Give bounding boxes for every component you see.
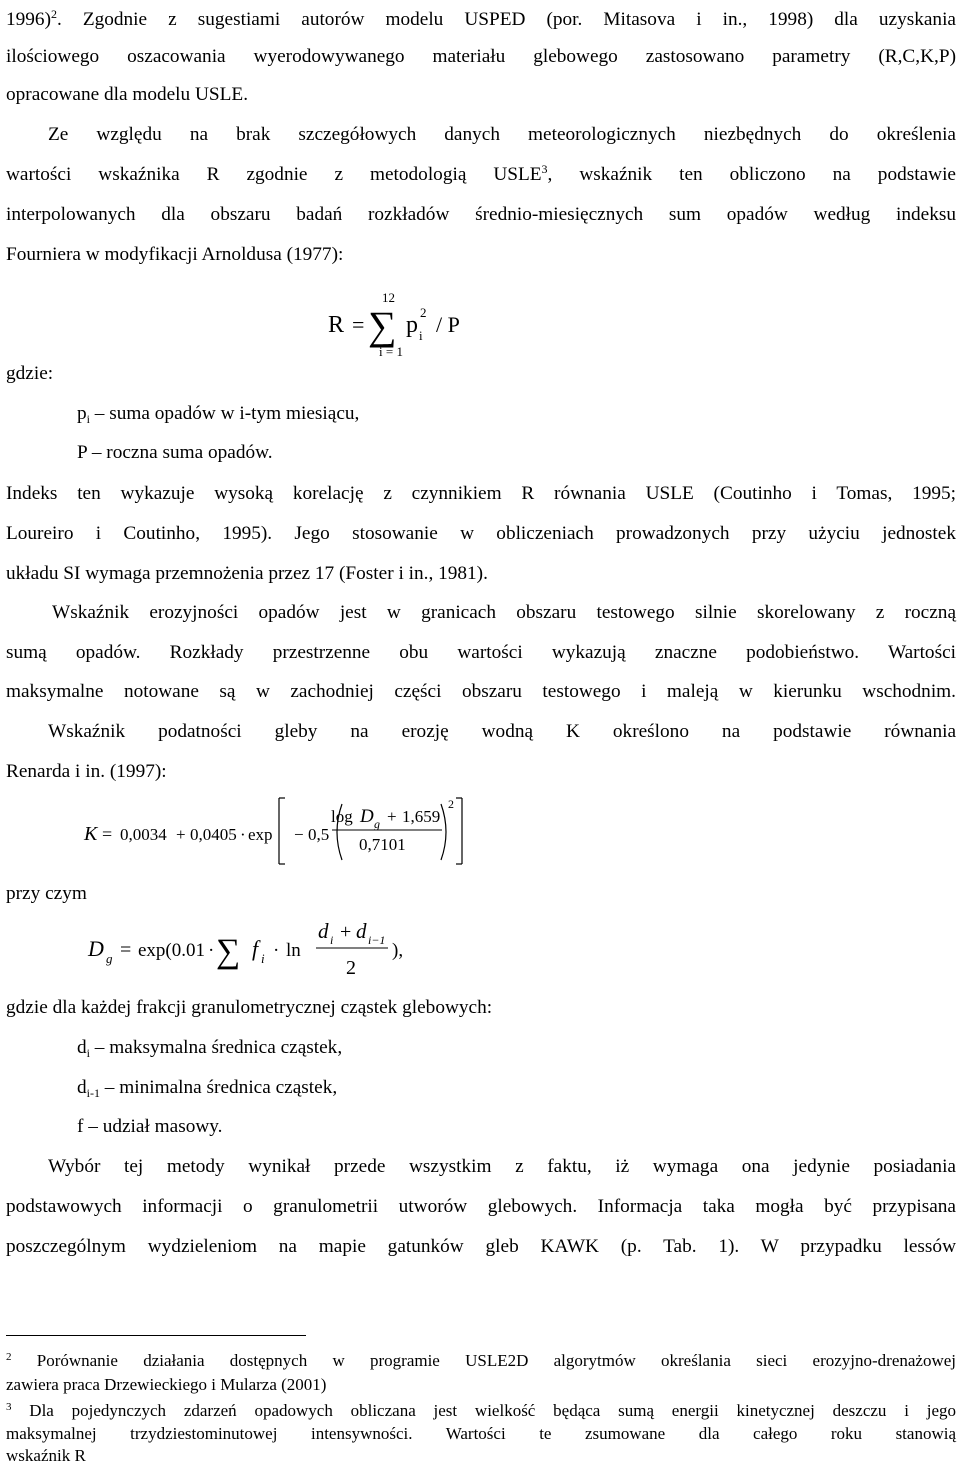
formula-geometric-mean-diameter	[80, 908, 440, 978]
formula-soil-erodibility-K	[76, 792, 476, 872]
svg-text:=: =	[120, 939, 132, 961]
svg-text:0,0034: 0,0034	[120, 825, 167, 844]
paragraph-6: gdzie dla każdej frakcji granulometrycznej cząstek glebowych:	[6, 997, 493, 1018]
definition-f: f – udział masowy.	[77, 1116, 223, 1137]
svg-text:D: D	[88, 936, 104, 961]
svg-text:g: g	[374, 817, 380, 831]
paragraph-7-line-2: podstawowych informacji o granulometrii utworów glebowych. Informacja taka mogła być przypisana	[6, 1196, 956, 1217]
paragraph-2-line-4: Fourniera w modyfikacji Arnoldusa (1977):	[6, 244, 344, 265]
svg-text:g: g	[106, 951, 113, 966]
paragraph-2-line-1: Ze względu na brak szczegółowych danych meteorologicznych niezbędnych do określenia	[48, 124, 956, 145]
svg-text:i: i	[330, 933, 334, 947]
paragraph-1-line-2: ilościowego oszacowania wyerodowywanego materiału glebowego zastosowano parametry (R,C,K,P)	[6, 46, 956, 67]
svg-text:0,0405: 0,0405	[190, 825, 237, 844]
svg-text:f: f	[252, 936, 259, 961]
svg-text:2: 2	[346, 957, 356, 978]
summation-sign: ∑	[216, 933, 241, 970]
svg-text:+: +	[176, 825, 186, 844]
where-label-1: gdzie:	[6, 363, 54, 384]
footnote-3-line-2: maksymalnej trzydziestominutowej intensywności. Wartości te zsumowane dla całego roku stanowią	[6, 1424, 956, 1443]
svg-text:=: =	[102, 824, 113, 844]
right-parenthesis	[441, 804, 446, 860]
svg-text:0,7101: 0,7101	[359, 835, 406, 854]
svg-text:=: =	[352, 312, 365, 337]
footnote-3-line-1: $^3$ Dla pojedynczych zdarzeń opadowych obliczana jest wielkość będąca sumą energii kinetycznej deszczu i jego	[6, 1401, 956, 1420]
svg-text:+: +	[340, 921, 352, 943]
svg-text:R: R	[328, 312, 345, 338]
paragraph-7-line-1: Wybór tej metody wynikał przede wszystkim z faktu, iż wymaga ona jedynie posiadania	[48, 1156, 956, 1177]
svg-text:i: i	[261, 951, 265, 966]
footnote-separator	[6, 1335, 306, 1336]
paragraph-5-line-1: Wskaźnik podatności gleby na erozję wodną K określono na podstawie równania	[48, 721, 956, 742]
footnote-2-line-2: zawiera praca Drzewieckiego i Mularza (2001)	[6, 1375, 327, 1394]
paragraph-2-line-2: wartości wskaźnika R zgodnie z metodologią USLE$^3$, wskaźnik ten obliczono na podstawie	[6, 162, 956, 185]
definition-P: P – roczna suma opadów.	[77, 442, 273, 463]
svg-text:1,659: 1,659	[402, 807, 441, 826]
svg-text:D: D	[360, 806, 374, 827]
paragraph-4-line-3: maksymalne notowane są w zachodniej części obszaru testowego i maleją w kierunku wschodnim.	[6, 681, 956, 702]
svg-text:ln: ln	[286, 940, 301, 961]
svg-text:2: 2	[420, 305, 427, 320]
paragraph-4-line-1: Wskaźnik erozyjności opadów jest w granicach obszaru testowego silnie skorelowany z roczną	[52, 602, 956, 623]
svg-text:i: i	[419, 328, 423, 343]
svg-text:+: +	[387, 807, 397, 826]
svg-text:·: ·	[240, 825, 246, 844]
svg-text:),: ),	[392, 940, 404, 961]
svg-text:K: K	[84, 823, 98, 845]
paragraph-4-line-2: sumą opadów. Rozkłady przestrzenne obu wartości wykazują znaczne podobieństwo. Wartości	[6, 642, 956, 663]
svg-text:exp: exp	[248, 825, 273, 844]
paragraph-5-line-2: Renarda i in. (1997):	[6, 761, 167, 782]
paragraph-1-line-3: opracowane dla modelu USLE.	[6, 84, 249, 105]
footnote-3-line-3: wskaźnik R	[6, 1446, 86, 1465]
svg-text:log: log	[331, 807, 353, 826]
definition-di: $d_i$ – maksymalna średnica cząstek,	[77, 1037, 343, 1060]
footnote-2-line-1: $^2$ Porównanie działania dostępnych w programie USLE2D algorytmów określania sieci erozyjno-drenażowej	[6, 1351, 956, 1370]
przy-czym-label: przy czym	[6, 883, 87, 904]
summation-sign: ∑	[368, 303, 397, 348]
svg-text:12: 12	[382, 290, 395, 305]
paragraph-3-line-3: układu SI wymaga przemnożenia przez 17 (Foster i in., 1981).	[6, 563, 488, 584]
svg-text:d: d	[318, 919, 329, 943]
svg-text:−: −	[294, 825, 304, 844]
svg-text:·: ·	[273, 940, 280, 961]
svg-text:i−1: i−1	[368, 933, 386, 947]
definition-pi: $p_i$ – suma opadów w i-tym miesiącu,	[77, 403, 360, 426]
svg-text:d: d	[356, 919, 367, 943]
paragraph-1-line-1: 1996)$^2$. Zgodnie z sugestiami autorów modelu USPED (por. Mitasova i in., 1998) dla uzyskania	[6, 7, 956, 30]
svg-text:·: ·	[208, 940, 215, 961]
paragraph-3-line-1: Indeks ten wykazuje wysoką korelację z czynnikiem R równania USLE (Coutinho i Tomas, 1995;	[6, 483, 956, 504]
svg-text:i = 1: i = 1	[379, 344, 403, 359]
paragraph-3-line-2: Loureiro i Coutinho, 1995). Jego stosowanie w obliczeniach prowadzonych przy użyciu jednostek	[6, 523, 956, 544]
svg-text:p: p	[406, 312, 418, 338]
svg-text:/ P: / P	[436, 312, 460, 337]
svg-text:0,5: 0,5	[308, 825, 330, 844]
definition-di-1: $d_{i-1}$ – minimalna średnica cząstek,	[77, 1077, 338, 1100]
paragraph-7-line-3: poszczególnym wydzieleniom na mapie gatunków gleb KAWK (p. Tab. 1). W przypadku lessów	[6, 1236, 956, 1257]
paragraph-2-line-3: interpolowanych dla obszaru badań rozkładów średnio-miesięcznych sum opadów według indeksu	[6, 204, 956, 225]
svg-text:exp(0.01: exp(0.01	[138, 940, 206, 961]
formula-fournier-index	[316, 284, 486, 364]
svg-text:2: 2	[448, 797, 454, 811]
